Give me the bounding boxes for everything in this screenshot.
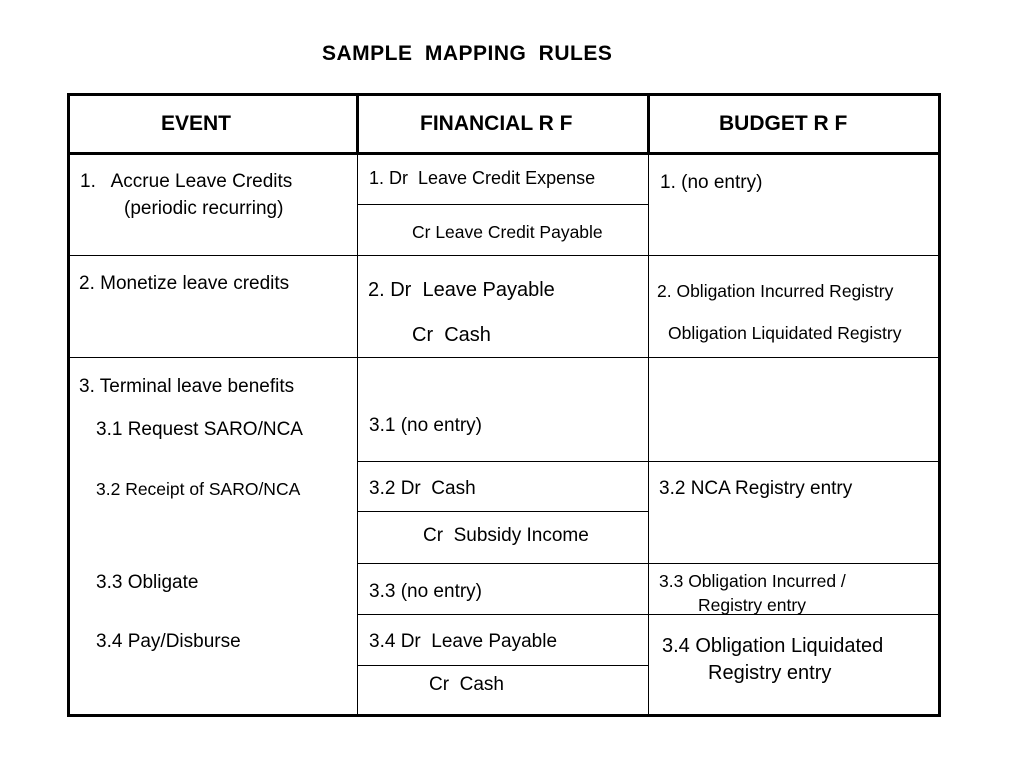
fin-subdivider-4 — [357, 563, 938, 564]
row1-fin-dr: 1. Dr Leave Credit Expense — [369, 168, 596, 188]
page-title: SAMPLE MAPPING RULES — [322, 42, 613, 65]
fin-subdivider-1 — [357, 204, 648, 205]
fin-subdivider-3 — [357, 511, 648, 512]
row3-fin-3-2-cr: Cr Subsidy Income — [423, 525, 589, 546]
row3-fin-3-1: 3.1 (no entry) — [369, 415, 482, 436]
body-col-divider-2 — [648, 155, 649, 715]
header-col-divider-1 — [356, 93, 359, 155]
header-event: EVENT — [161, 112, 232, 135]
row3-fin-3-2-dr: 3.2 Dr Cash — [369, 478, 476, 499]
row3-budget-3-3-line2: Registry entry — [698, 595, 806, 615]
row3-event-3-3: 3.3 Obligate — [96, 572, 199, 593]
row3-fin-3-3: 3.3 (no entry) — [369, 581, 482, 602]
row3-event-heading: 3. Terminal leave benefits — [79, 376, 295, 397]
header-budget: BUDGET R F — [719, 112, 848, 135]
fin-subdivider-2 — [357, 461, 938, 462]
row2-fin-cr: Cr Cash — [412, 324, 491, 346]
table-border-right — [938, 93, 941, 717]
row3-event-3-2: 3.2 Receipt of SARO/NCA — [96, 479, 301, 499]
header-divider — [67, 152, 941, 155]
row2-fin-dr: 2. Dr Leave Payable — [368, 279, 555, 301]
row3-budget-3-4-line2: Registry entry — [708, 662, 832, 684]
table-border-top — [67, 93, 941, 96]
table-border-left — [67, 93, 70, 717]
row3-budget-3-3-line1: 3.3 Obligation Incurred / — [659, 571, 846, 591]
row3-fin-3-4-dr: 3.4 Dr Leave Payable — [369, 631, 558, 652]
row3-fin-3-4-cr: Cr Cash — [429, 674, 504, 695]
row3-budget-3-2: 3.2 NCA Registry entry — [659, 478, 853, 499]
row2-event: 2. Monetize leave credits — [79, 273, 290, 294]
row2-budget-line1: 2. Obligation Incurred Registry — [657, 281, 894, 301]
row1-budget: 1. (no entry) — [660, 172, 763, 193]
row-divider-1 — [70, 255, 938, 256]
row-divider-2 — [70, 357, 938, 358]
fin-subdivider-5 — [357, 614, 938, 615]
header-col-divider-2 — [647, 93, 650, 155]
row1-event-line2: (periodic recurring) — [124, 198, 284, 219]
row3-event-3-1: 3.1 Request SARO/NCA — [96, 419, 303, 440]
row3-event-3-4: 3.4 Pay/Disburse — [96, 631, 241, 652]
table-border-bottom — [67, 714, 941, 717]
row2-budget-line2: Obligation Liquidated Registry — [668, 323, 902, 343]
header-financial: FINANCIAL R F — [420, 112, 573, 135]
row3-budget-3-4-line1: 3.4 Obligation Liquidated — [662, 635, 884, 657]
row1-event-line1: 1. Accrue Leave Credits — [80, 171, 293, 192]
body-col-divider-1 — [357, 155, 358, 715]
row1-fin-cr: Cr Leave Credit Payable — [412, 222, 603, 242]
fin-subdivider-6 — [357, 665, 648, 666]
